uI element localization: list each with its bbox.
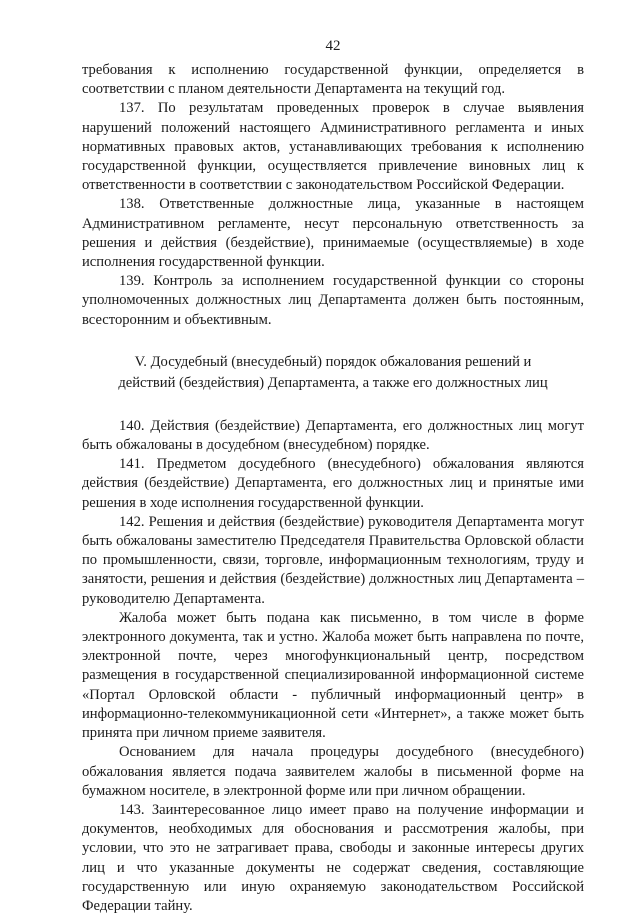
- paragraph-142: 142. Решения и действия (бездействие) руководителя Департамента могут быть обжалованы заместителю Председателя Правительства Орловской области по промышленности, связи, торговле, информационным технологиям, труду и занятости, решения и действия (бездействие) должностных лиц Департамента – руководителю Департамента.: [82, 513, 584, 607]
- section-title-line-1: V. Досудебный (внесудебный) порядок обжалования решений и: [134, 353, 532, 370]
- page-number: 42: [325, 38, 341, 54]
- paragraph-complaint-submission: Жалоба может быть подана как письменно, в том числе в форме электронного документа, так и устно. Жалоба может быть направлена по почте, электронной почте, через многофункциональный центр, посредством размещения в государственной специализированной информационной системе «Портал Орловской области - публичный информационный центр» в информационно-телекоммуникационной сети «Интернет», а также может быть принята при личном приеме заявителя.: [82, 609, 584, 742]
- section-title: [82, 352, 584, 394]
- paragraph-complaint-basis: Основанием для начала процедуры досудебного (внесудебного) обжалования является подача заявителем жалобы в письменной форме на бумажном носителе, в электронной форме или при личном обращении.: [82, 744, 584, 799]
- paragraph-141: 141. Предметом досудебного (внесудебного) обжалования являются действия (бездействие) Департамента, его должностных лиц и принятые ими решения в ходе исполнения государственной функции.: [82, 456, 584, 511]
- paragraph-137: 137. По результатам проведенных проверок в случае выявления нарушений положений настоящего Административного регламента и иных нормативных правовых актов, устанавливающих требования к исполнению государственной функции, осуществляется привлечение виновных лиц к ответственности в соответствии с законодательством Российской Федерации.: [82, 100, 584, 194]
- paragraph-continuation: требования к исполнению государственной функции, определяется в соответствии с планом деятельности Департамента на текущий год.: [82, 62, 584, 98]
- paragraph-140: 140. Действия (бездействие) Департамента, его должностных лиц могут быть обжалованы в досудебном (внесудебном) порядке.: [82, 417, 584, 454]
- document-body: [82, 61, 584, 916]
- section-title-line-2: действий (бездействия) Департамента, а также его должностных лиц: [118, 374, 548, 391]
- paragraph-143: 143. Заинтересованное лицо имеет право на получение информации и документов, необходимых для обоснования и рассмотрения жалобы, при условии, что это не затрагивает права, свободы и законные интересы других лиц и что указанные документы не содержат сведения, составляющие государственную или иную охраняемую законодательством Российской Федерации тайну.: [82, 801, 584, 914]
- paragraph-138: 138. Ответственные должностные лица, указанные в настоящем Административном регламенте, несут персональную ответственность за решения и действия (бездействие), принимаемые (осуществляемые) в ходе исполнения государственной функции.: [82, 196, 584, 271]
- paragraph-139: 139. Контроль за исполнением государственной функции со стороны уполномоченных должностных лиц Департамента должен быть постоянным, всесторонним и объективным.: [82, 273, 584, 328]
